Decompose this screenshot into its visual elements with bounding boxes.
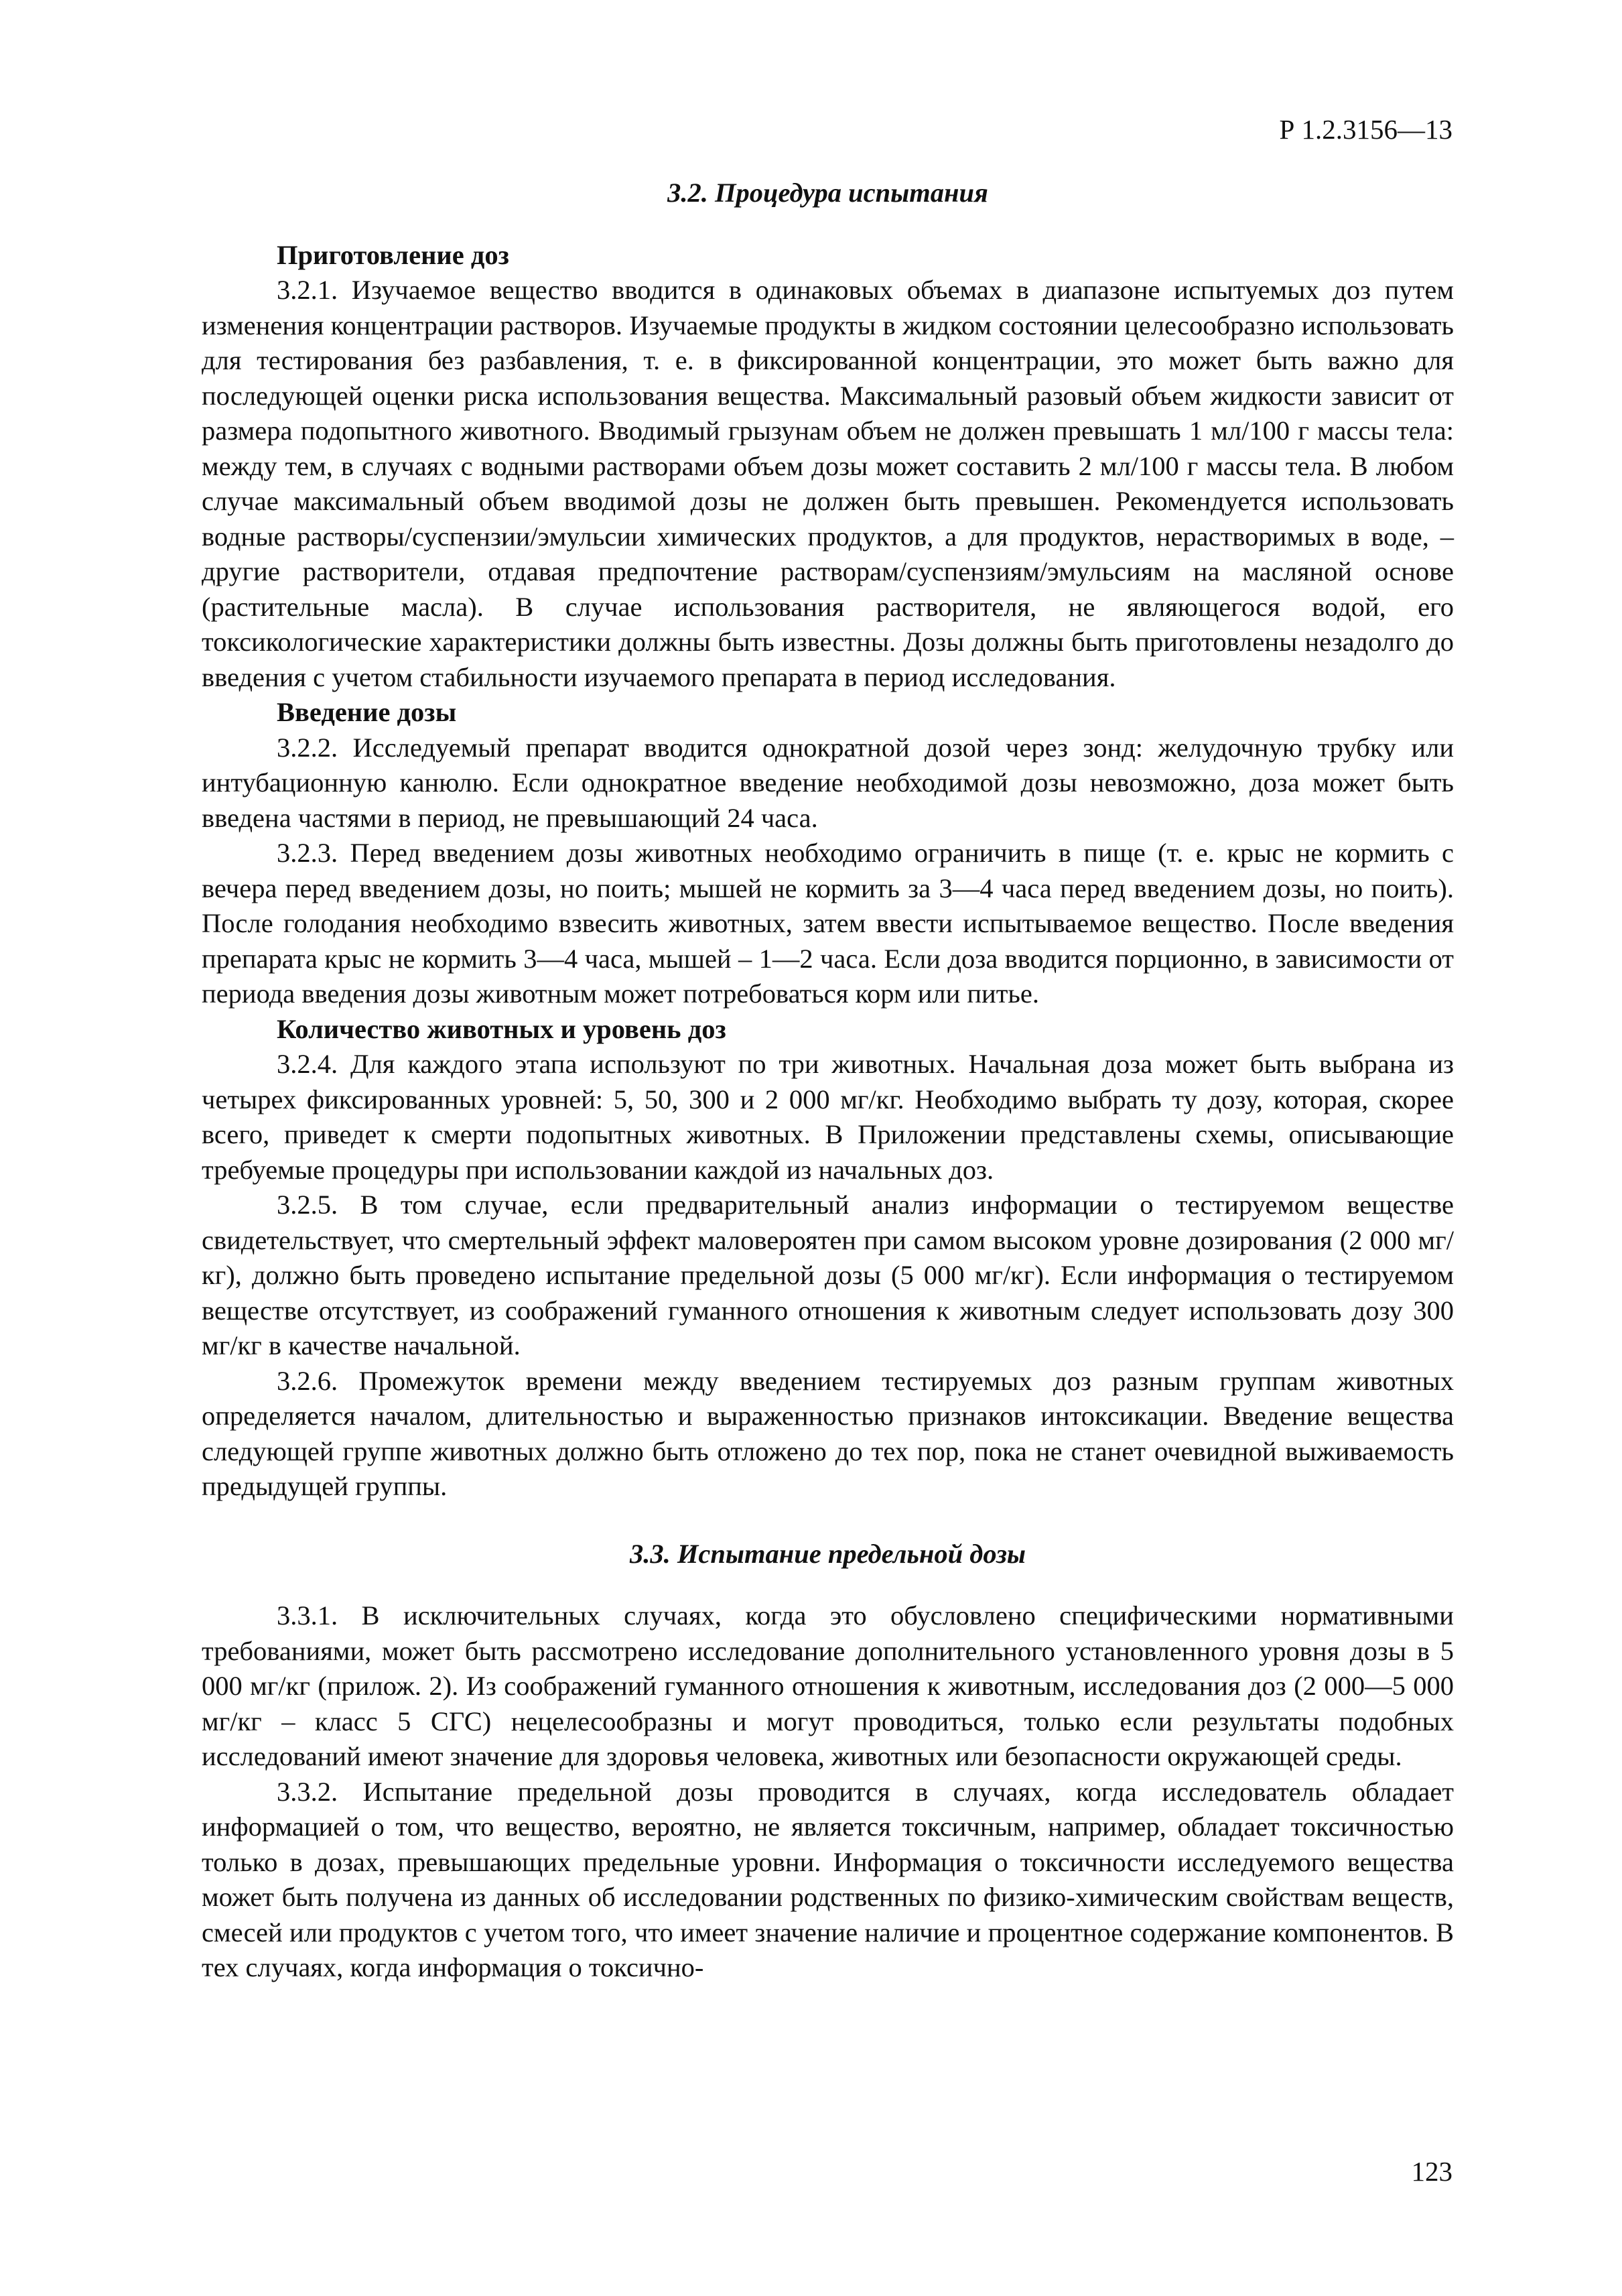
paragraph-3-2-2: 3.2.2. Исследуемый препарат вводится однократной дозой через зонд: желудочную трубку или интубационную канюлю. Если однократное введение необходимой дозы невозможно, доза может быть введена частями в период, не превышающий 24 часа. [202, 732, 1454, 833]
subheading-dose-preparation: Приготовление доз [277, 239, 509, 270]
page-number: 123 [1411, 2156, 1452, 2187]
paragraph-3-2-6: 3.2.6. Промежуток времени между введением тестируемых доз разным группам животных определяется началом, длительностью и выраженностью признаков интоксикации. Введение вещества следующей группе животных должно быть отложено до тех пор, пока не станет очевидной выживаемость предыдущей группы. [202, 1365, 1454, 1501]
paragraph-3-2-4: 3.2.4. Для каждого этапа используют по три животных. Начальная доза может быть выбрана из четырех фиксированных уровней: 5, 50, 300 и 2 000 мг/кг. Необходимо выбрать ту дозу, которая, скорее всего, приведет к смерти подопытных животных. В Приложении представлены схемы, описывающие требуемые процедуры при использовании каждой из начальных доз. [202, 1049, 1454, 1185]
paragraph-3-2-1: 3.2.1. Изучаемое вещество вводится в одинаковых объемах в диапазоне испытуемых доз путем изменения концентрации растворов. Изучаемые продукты в жидком состоянии целесообразно использовать для тестирования без разбавления, т. е. в фиксированной концентрации, это может быть важно для последующей оценки риска использования вещества. Максимальный разовый объем жидкости зависит от размера подопытного животного. Вводимый грызунам объем не должен превышать 1 мл/100 г массы тела: между тем, в случаях с водными растворами объем дозы может составить 2 мл/100 г массы тела. В любом случае максимальный объем вводимой дозы не должен быть превышен. Рекомендуется использовать водные растворы/суспензии/эмульсии химических продуктов, а для продуктов, нерастворимых в воде, – другие растворители, отдавая предпочтение растворам/суспензиям/эмульсиям на масляной основе (растительные масла). В случае использования растворителя, не являющегося водой, его токсикологические характеристики должны быть известны. Дозы должны быть приготовлены незадолго до введения с учетом стабильности изучаемого препарата в период исследования. [202, 275, 1454, 692]
section-title-3-3: 3.3. Испытание предельной дозы [629, 1538, 1026, 1569]
paragraph-3-3-2: 3.3.2. Испытание предельной дозы проводится в случаях, когда исследователь обладает информацией о том, что вещество, вероятно, не является токсичным, например, обладает токсичностью только в дозах, превышающих предельные уровни. Информация о токсичности исследуемого вещества может быть получена из данных об исследовании родственных по физико-химическим свойствам веществ, смесей или продуктов с учетом того, что имеет значение наличие и процентное содержание компонентов. В тех случаях, когда информация о токсично- [202, 1776, 1454, 1982]
paragraph-3-2-5: 3.2.5. В том случае, если предварительный анализ информации о тестируемом веществе свидетельствует, что смертельный эффект маловероятен при самом высоком уровне дозирования (2 000 мг/кг), должно быть проведено испытание предельной дозы (5 000 мг/кг). Если информация о тестируемом веществе отсутствует, из соображений гуманного отношения к животным следует использовать дозу 300 мг/кг в качестве начальной. [202, 1190, 1454, 1360]
subheading-dose-administration: Введение дозы [277, 697, 457, 727]
document-code: Р 1.2.3156—13 [1279, 114, 1452, 145]
paragraph-3-3-1: 3.3.1. В исключительных случаях, когда это обусловлено специфическими нормативными требованиями, может быть рассмотрено исследование дополнительного установленного уровня дозы в 5 000 мг/кг (прилож. 2). Из соображений гуманного отношения к животным, исследования доз (2 000—5 000 мг/кг – класс 5 СГС) нецелесообразны и могут проводиться, только если результаты подобных исследований имеют значение для здоровья человека, животных или безопасности окружающей среды. [202, 1600, 1454, 1771]
paragraph-3-2-3: 3.2.3. Перед введением дозы животных необходимо ограничить в пище (т. е. крыс не кормить с вечера перед введением дозы, но поить; мышей не кормить за 3—4 часа перед введением дозы, но поить). После голодания необходимо взвесить животных, затем ввести испытываемое вещество. После введения препарата крыс не кормить 3—4 часа, мышей – 1—2 часа. Если доза вводится порционно, в зависимости от периода введения дозы животным может потребоваться корм или питье. [202, 838, 1454, 1009]
subheading-animals-and-dose-levels: Количество животных и уровень доз [277, 1013, 726, 1044]
page-content [202, 176, 1454, 1986]
section-title-3-2: 3.2. Процедура испытания [667, 178, 988, 208]
